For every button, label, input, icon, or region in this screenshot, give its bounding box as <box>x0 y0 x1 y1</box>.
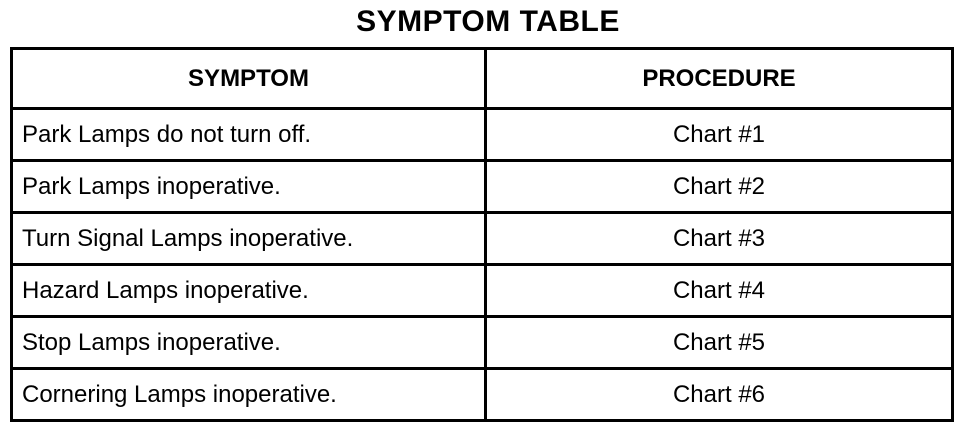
symptom-cell: Hazard Lamps inoperative. <box>13 266 487 315</box>
procedure-cell: Chart #4 <box>672 276 766 304</box>
page-title: SYMPTOM TABLE <box>356 5 620 38</box>
table-row <box>13 211 951 263</box>
symptom-cell: Park Lamps do not turn off. <box>13 110 487 159</box>
symptom-cell: Cornering Lamps inoperative. <box>13 370 487 419</box>
procedure-cell: Chart #6 <box>672 380 766 408</box>
procedure-cell: Chart #1 <box>672 120 766 148</box>
procedure-cell: Chart #5 <box>672 328 766 356</box>
header-symptom: SYMPTOM <box>13 50 487 107</box>
table-row <box>13 263 951 315</box>
header-procedure: PROCEDURE <box>642 64 796 92</box>
symptom-table <box>10 47 954 422</box>
procedure-cell: Chart #3 <box>672 224 766 252</box>
procedure-cell: Chart #2 <box>672 172 766 200</box>
table-row <box>13 159 951 211</box>
table-header-row <box>13 50 951 107</box>
table-row <box>13 315 951 367</box>
symptom-cell: Stop Lamps inoperative. <box>13 318 487 367</box>
table-row <box>13 367 951 419</box>
symptom-cell: Park Lamps inoperative. <box>13 162 487 211</box>
table-row <box>13 107 951 159</box>
symptom-cell: Turn Signal Lamps inoperative. <box>13 214 487 263</box>
